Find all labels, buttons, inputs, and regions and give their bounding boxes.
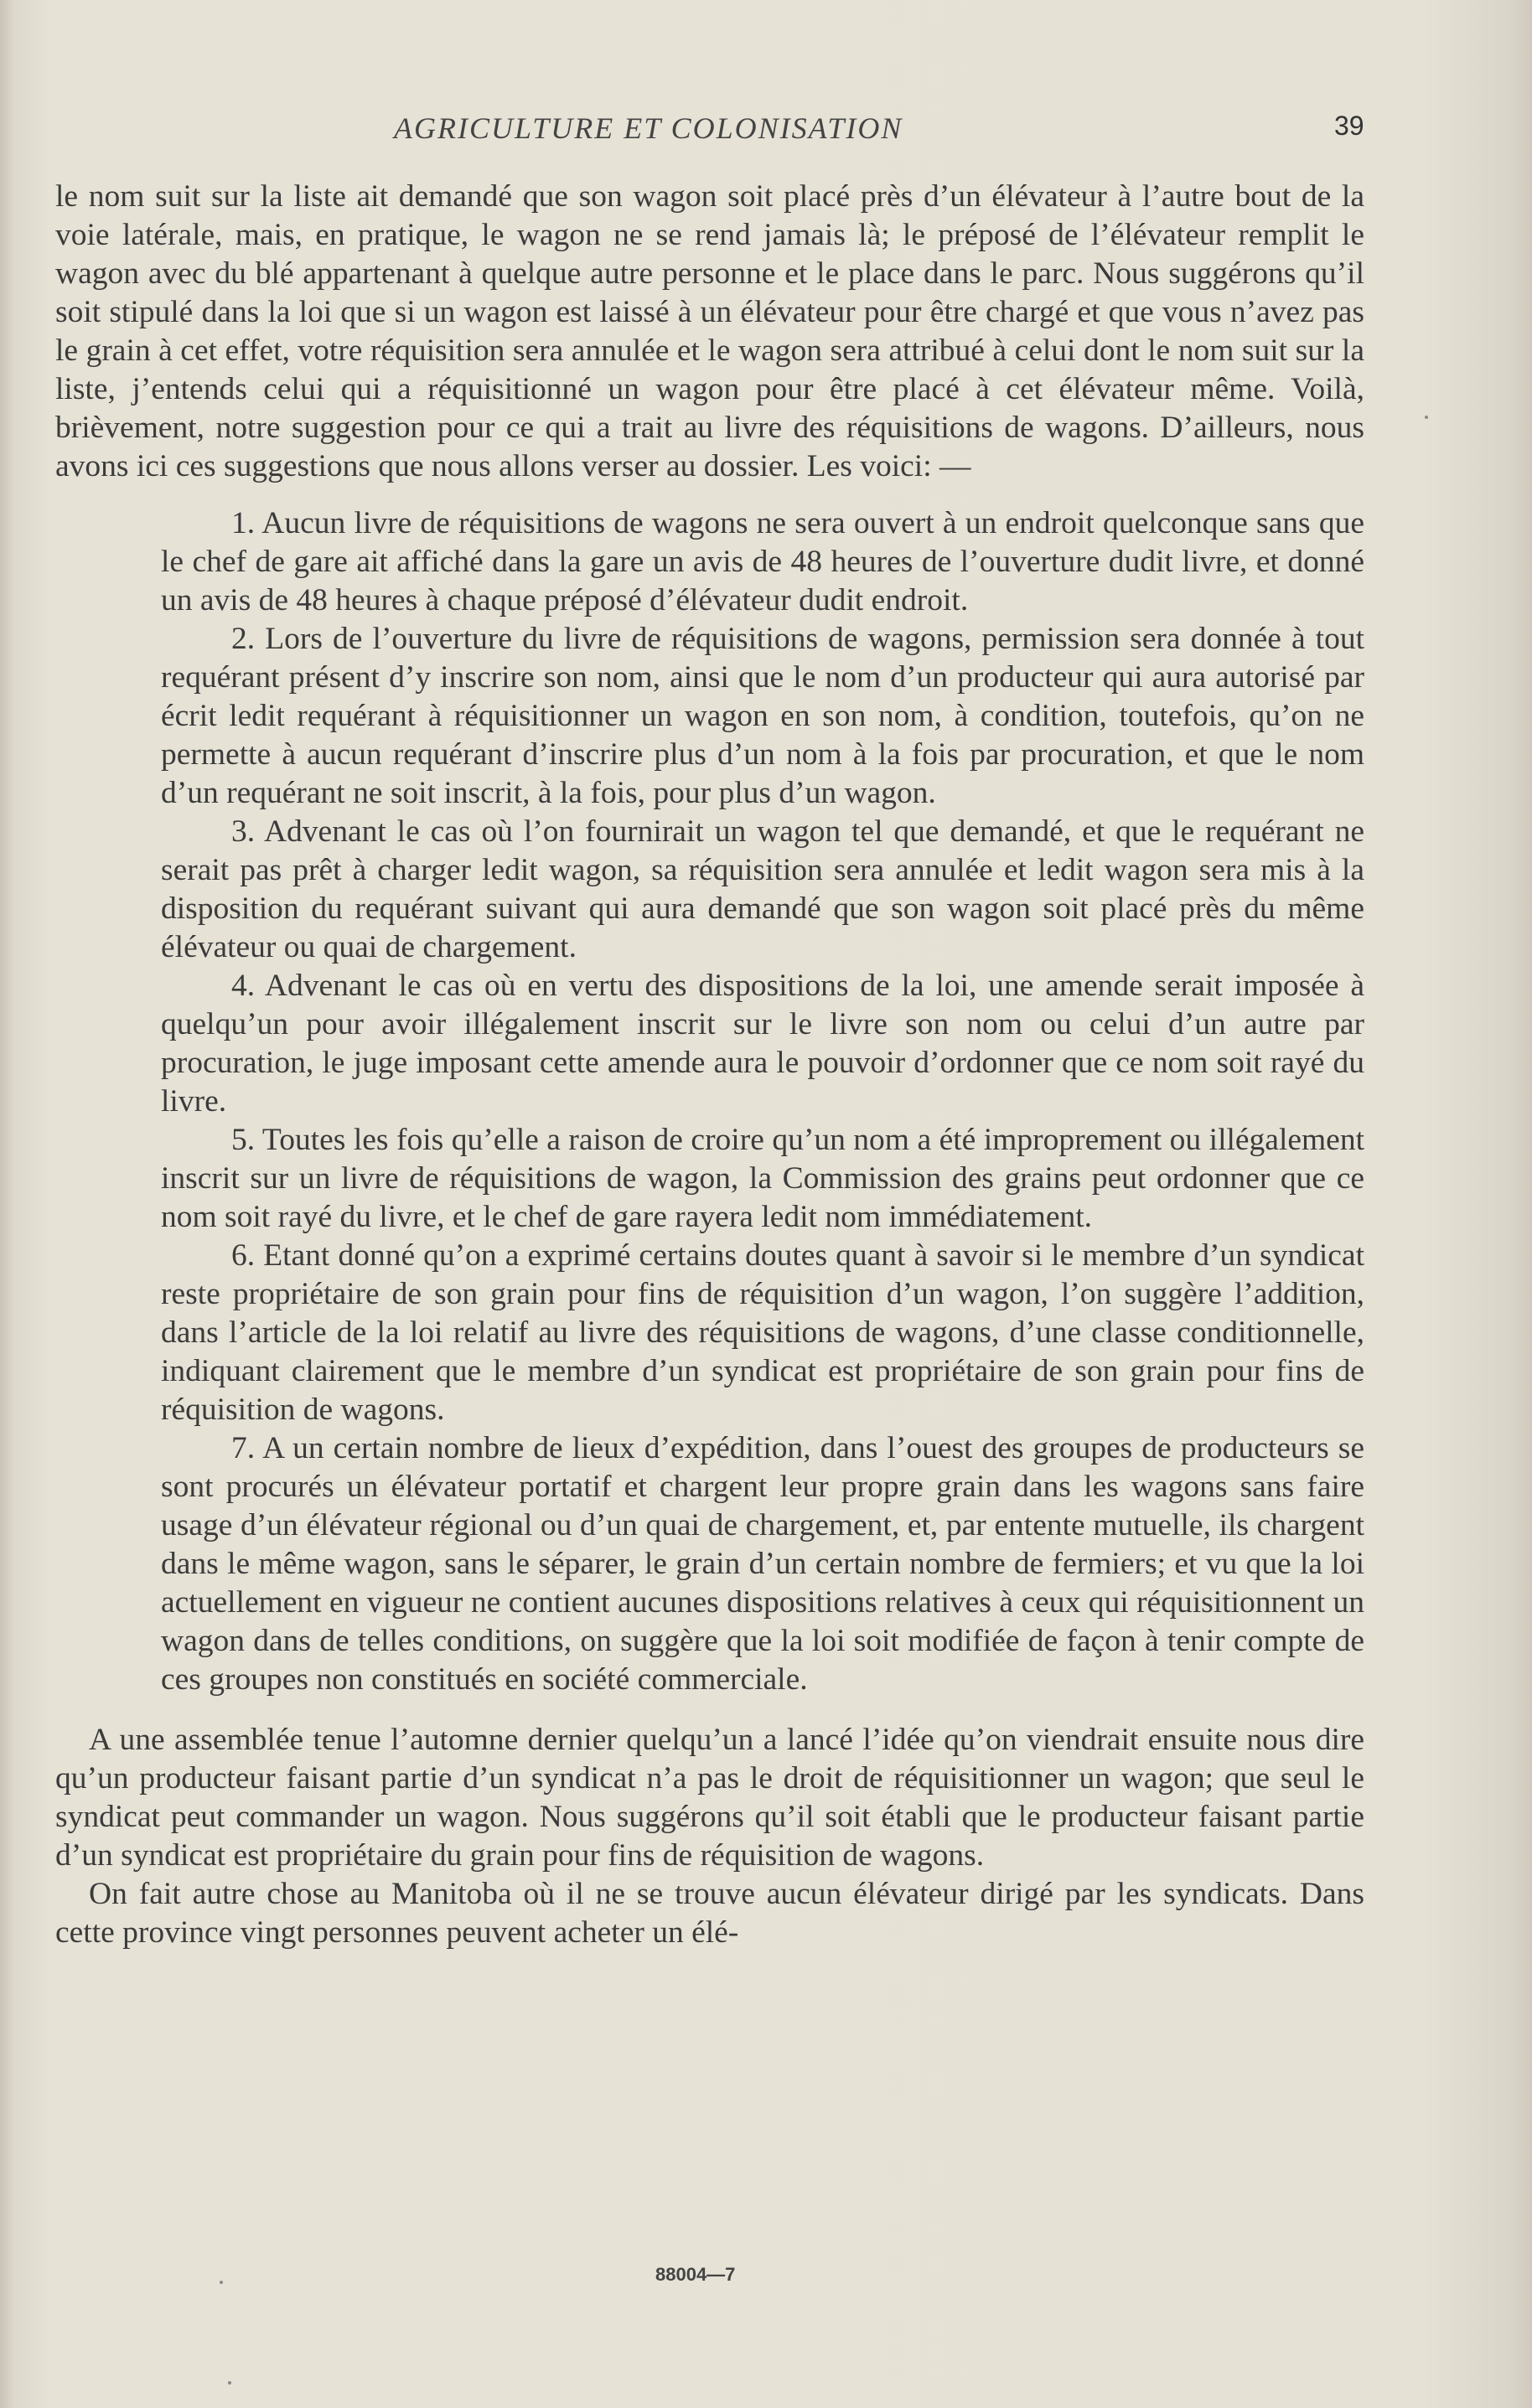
running-header bbox=[0, 111, 1532, 152]
suggestion-item-3: 3. Advenant le cas où l’on fournirait un wagon tel que demandé, et que le requérant ne serait pas prêt à charger ledit wagon, sa réquisition sera annulée et ledit wagon sera mis à la disposition du requérant suivant qui aura demandé que son wagon soit placé près du même élévateur ou quai de chargement. bbox=[161, 814, 1364, 964]
running-title: AGRICULTURE ET COLONISATION bbox=[394, 111, 903, 145]
suggestion-item-7: 7. A un certain nombre de lieux d’expédition, dans l’ouest des groupes de producteurs se sont procurés un élévateur portatif et chargent leur propre grain dans les wagons sans faire usage d’un élévateur régional ou d’un quai de chargement, et, par entente mutuelle, ils chargent dans le même wagon, sans le séparer, le grain d’un certain nombre de fermiers; et vu que la loi actuellement en vigueur ne contient aucunes dispositions relatives à ceux qui réquisitionnent un wagon dans de telles conditions, on suggère que la loi soit modifiée de façon à tenir compte de ces groupes non constitués en société commerciale. bbox=[161, 1431, 1364, 1697]
suggestion-item-2: 2. Lors de l’ouverture du livre de réquisitions de wagons, permission sera donnée à tout requérant présent d’y inscrire son nom, ainsi que le nom d’un producteur qui aura autorisé par écrit ledit requérant à réquisitionner un wagon en son nom, à condition, toutefois, qu’on ne permette à aucun requérant d’inscrire plus d’un nom à la fois par procuration, et que le nom d’un requérant ne soit inscrit, à la fois, pour plus d’un wagon. bbox=[161, 622, 1364, 810]
page-number: 39 bbox=[1334, 111, 1364, 141]
suggestion-list bbox=[55, 504, 1364, 1699]
opening-paragraph: le nom suit sur la liste ait demandé que son wagon soit placé près d’un élévateur à l’autre bout de la voie latérale, mais, en pratique, le wagon ne se rend jamais là; le préposé de l’élévateur remplit le wagon avec du blé appartenant à quelque autre personne et le place dans le parc. Nous suggérons qu’il soit stipulé dans la loi que si un wagon est laissé à un élévateur pour être chargé et que vous n’avez pas le grain à cet effet, votre réquisition sera annulée et le wagon sera attribué à celui dont le nom suit sur la liste, j’entends celui qui a réquisitionné un wagon pour être placé à cet élévateur même. Voilà, brièvement, notre suggestion pour ce qui a trait au livre des réquisitions de wagons. D’ailleurs, nous avons ici ces suggestions que nous allons verser au dossier. Les voici: — bbox=[55, 179, 1364, 483]
footer-code: 88004—7 bbox=[655, 2264, 736, 2285]
paper-speck bbox=[1425, 416, 1428, 419]
suggestion-item-6: 6. Etant donné qu’on a exprimé certains doutes quant à savoir si le membre d’un syndicat reste propriétaire de son grain pour fins de réquisition d’un wagon, l’on suggère l’addition, dans l’article de la loi relatif au livre des réquisitions de wagons, d’une classe conditionnelle, indiquant clairement que le membre d’un syndicat est propriétaire de son grain pour fins de réquisition de wagons. bbox=[161, 1238, 1364, 1427]
suggestion-item-4: 4. Advenant le cas où en vertu des dispositions de la loi, une amende serait imposée à quelqu’un pour avoir illégalement inscrit sur le livre son nom ou celui d’un autre par procuration, le juge imposant cette amende aura le pouvoir d’ordonner que ce nom soit rayé du livre. bbox=[161, 969, 1364, 1119]
suggestion-item-1: 1. Aucun livre de réquisitions de wagons ne sera ouvert à un endroit quelconque sans que le chef de gare ait affiché dans la gare un avis de 48 heures de l’ouverture dudit livre, et donné un avis de 48 heures à chaque préposé d’élévateur dudit endroit. bbox=[161, 506, 1364, 618]
manitoba-paragraph: On fait autre chose au Manitoba où il ne se trouve aucun élévateur dirigé par les syndicats. Dans cette province vingt personnes peuvent acheter un élé- bbox=[55, 1877, 1364, 1950]
body-text bbox=[55, 178, 1364, 1952]
paper-speck bbox=[220, 2281, 223, 2284]
suggestion-item-5: 5. Toutes les fois qu’elle a raison de croire qu’un nom a été improprement ou illégalement inscrit sur un livre de réquisitions de wagon, la Commission des grains peut ordonner que ce nom soit rayé du livre, et le chef de gare rayera ledit nom immédiatement. bbox=[161, 1123, 1364, 1234]
assembly-paragraph: A une assemblée tenue l’automne dernier quelqu’un a lancé l’idée qu’on viendrait ensuite nous dire qu’un producteur faisant partie d’un syndicat n’a pas le droit de réquisitionner un wagon; que seul le syndicat peut commander un wagon. Nous suggérons qu’il soit établi que le producteur faisant partie d’un syndicat est propriétaire du grain pour fins de réquisition de wagons. bbox=[55, 1723, 1364, 1873]
paper-speck bbox=[228, 2381, 231, 2385]
